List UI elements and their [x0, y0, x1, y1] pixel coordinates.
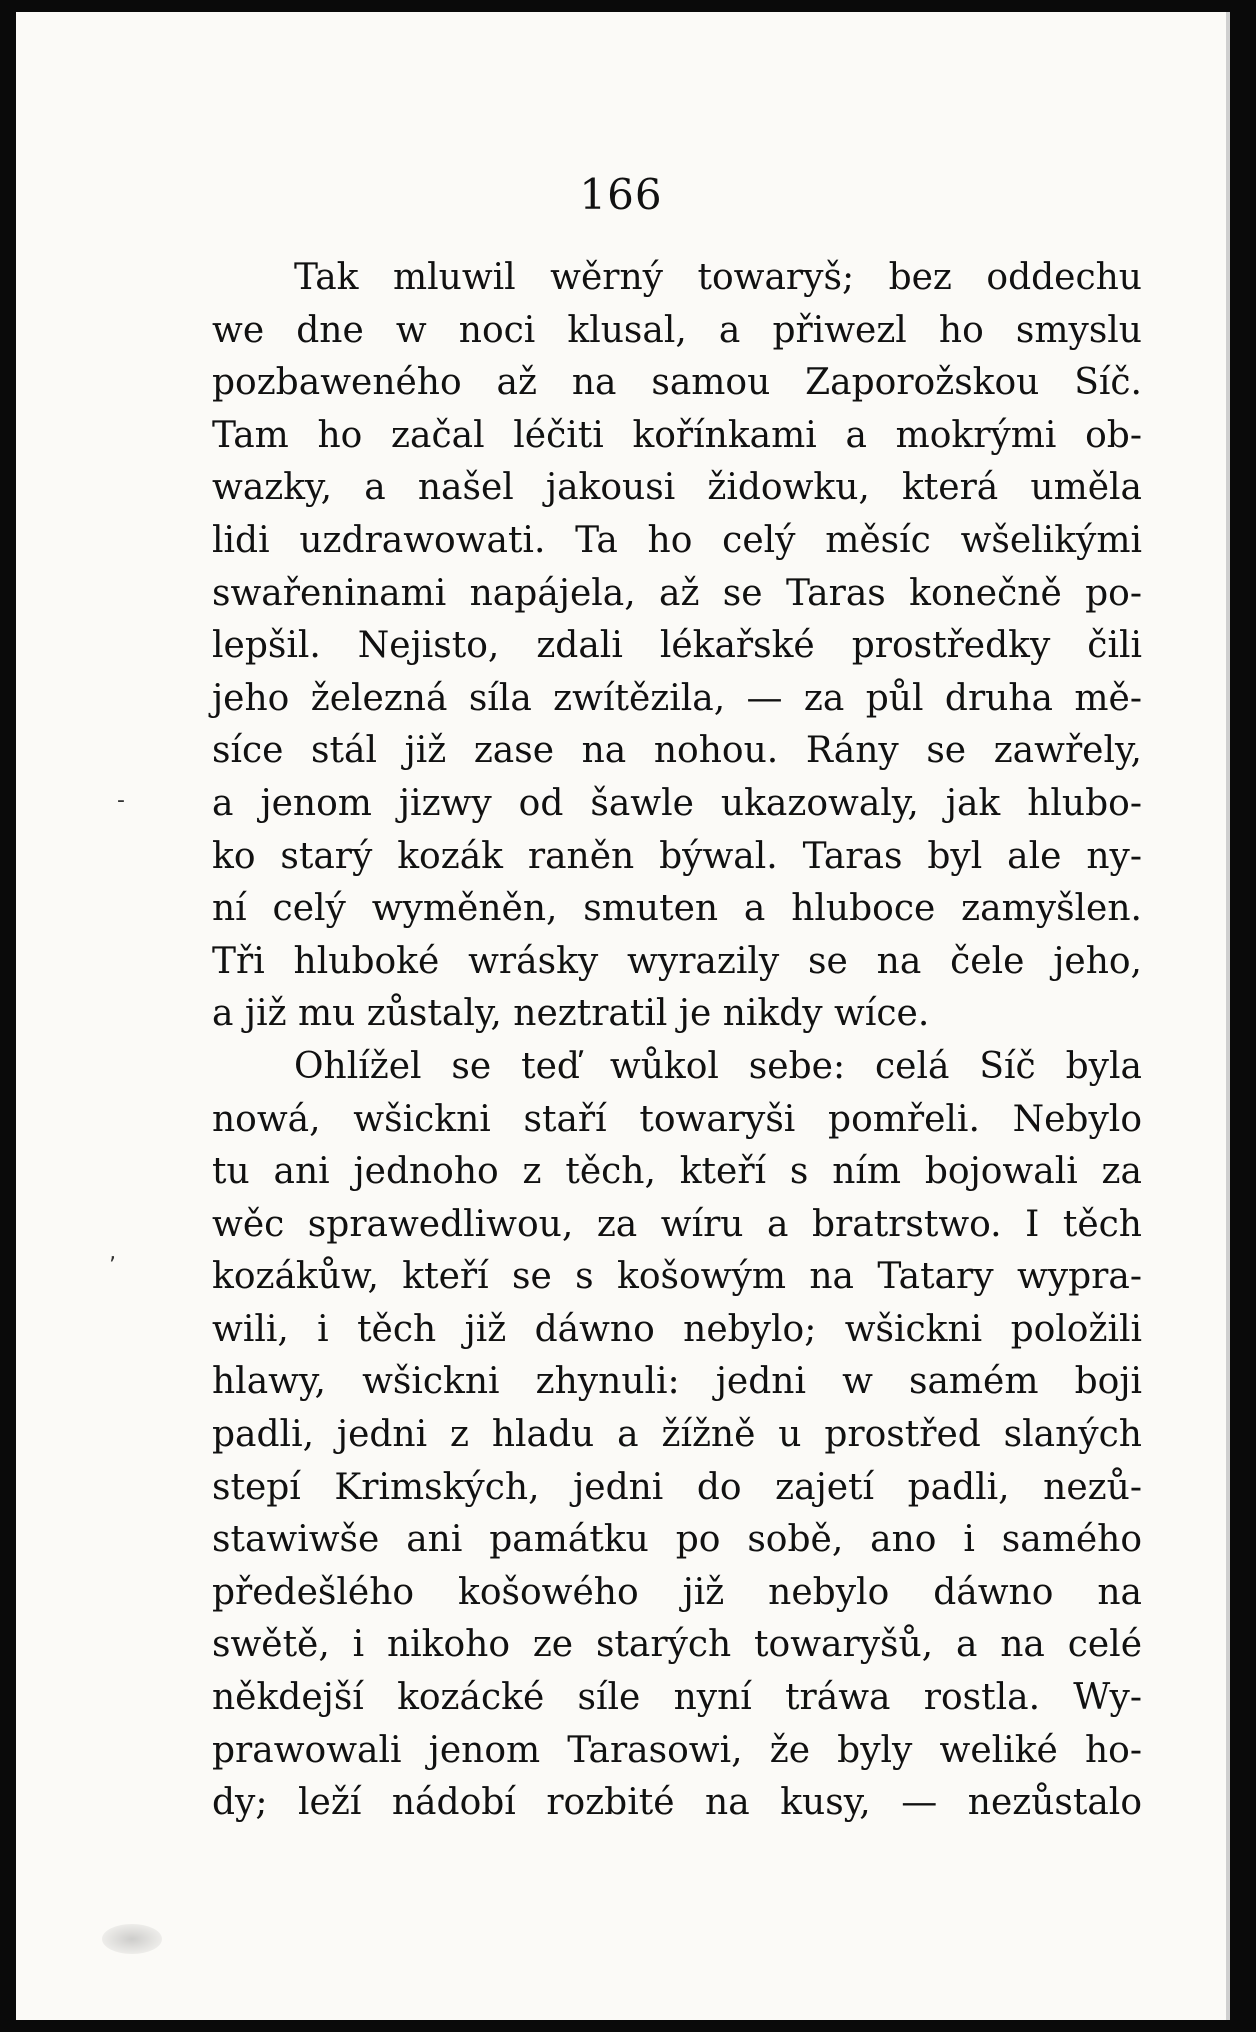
- text-line: prawowali jenom Tarasowi, že byly weliké ho-: [212, 1729, 1142, 1771]
- text-line: a jenom jizwy od šawle ukazowaly, jak hlubo-: [212, 782, 1142, 824]
- text-line: nowá, wšickni staří towaryši pomřeli. Nebylo: [212, 1098, 1142, 1140]
- text-line: ní celý wyměněn, smuten a hluboce zamyšlen.: [212, 888, 1142, 930]
- book-page: [16, 12, 1230, 2020]
- text-line: tu ani jednoho z těch, kteří s ním bojowali za: [212, 1151, 1142, 1193]
- text-line: we dne w noci klusal, a přiwezl ho smyslu: [212, 309, 1142, 351]
- text-line: dy; leží nádobí rozbité na kusy, — nezůstalo: [212, 1782, 1142, 1824]
- page-number: 166: [579, 170, 663, 219]
- text-line: Tři hluboké wrásky wyrazily se na čele jeho,: [212, 940, 1142, 982]
- text-line: kozákůw, kteří se s košowým na Tatary wypra-: [212, 1256, 1142, 1298]
- body-text: [212, 252, 1142, 1830]
- text-line: wili, i těch již dáwno nebylo; wšickni položili: [212, 1308, 1142, 1350]
- text-line: hlawy, wšickni zhynuli: jedni w samém boji: [212, 1361, 1142, 1403]
- text-line: Ohlížel se teď wůkol sebe: celá Síč byla: [294, 1045, 1142, 1087]
- text-line: síce stál již zase na nohou. Rány se zawřely,: [212, 730, 1142, 772]
- margin-mark: -: [117, 788, 125, 813]
- text-line: Tak mluwil wěrný towaryš; bez oddechu: [294, 257, 1142, 298]
- text-line: stepí Krimských, jedni do zajetí padli, nezů-: [212, 1466, 1142, 1508]
- ink-smudge: [102, 1924, 162, 1954]
- text-line: lidi uzdrawowati. Ta ho celý měsíc wšelikými: [212, 519, 1142, 561]
- text-line: padli, jedni z hladu a žížně u prostřed slaných: [212, 1414, 1142, 1456]
- text-line: pozbaweného až na samou Zaporožskou Síč.: [212, 362, 1142, 404]
- text-line: stawiwše ani památku po sobě, ano i samého: [212, 1519, 1142, 1561]
- text-line: ko starý kozák raněn býwal. Taras byl ale ny-: [212, 835, 1142, 877]
- text-line: lepšil. Nejisto, zdali lékařské prostředky čili: [212, 625, 1142, 667]
- text-line: wěc sprawedliwou, za wíru a bratrstwo. I těch: [212, 1203, 1142, 1245]
- margin-mark: ‚: [109, 1240, 116, 1265]
- text-line: a již mu zůstaly, neztratil je nikdy wíce.: [212, 993, 930, 1035]
- text-line: jeho železná síla zwítězila, — za půl druha mě-: [212, 677, 1142, 719]
- text-line: někdejší kozácké síle nyní tráwa rostla. Wy-: [212, 1677, 1142, 1719]
- text-line: swětě, i nikoho ze starých towaryšů, a na celé: [212, 1624, 1142, 1666]
- text-line: wazky, a našel jakousi židowku, která uměla: [212, 467, 1142, 509]
- text-line: swařeninami napájela, až se Taras konečně po-: [212, 572, 1142, 614]
- text-line: předešlého košowého již nebylo dáwno na: [212, 1571, 1142, 1613]
- text-line: Tam ho začal léčiti kořínkami a mokrými ob-: [212, 414, 1142, 456]
